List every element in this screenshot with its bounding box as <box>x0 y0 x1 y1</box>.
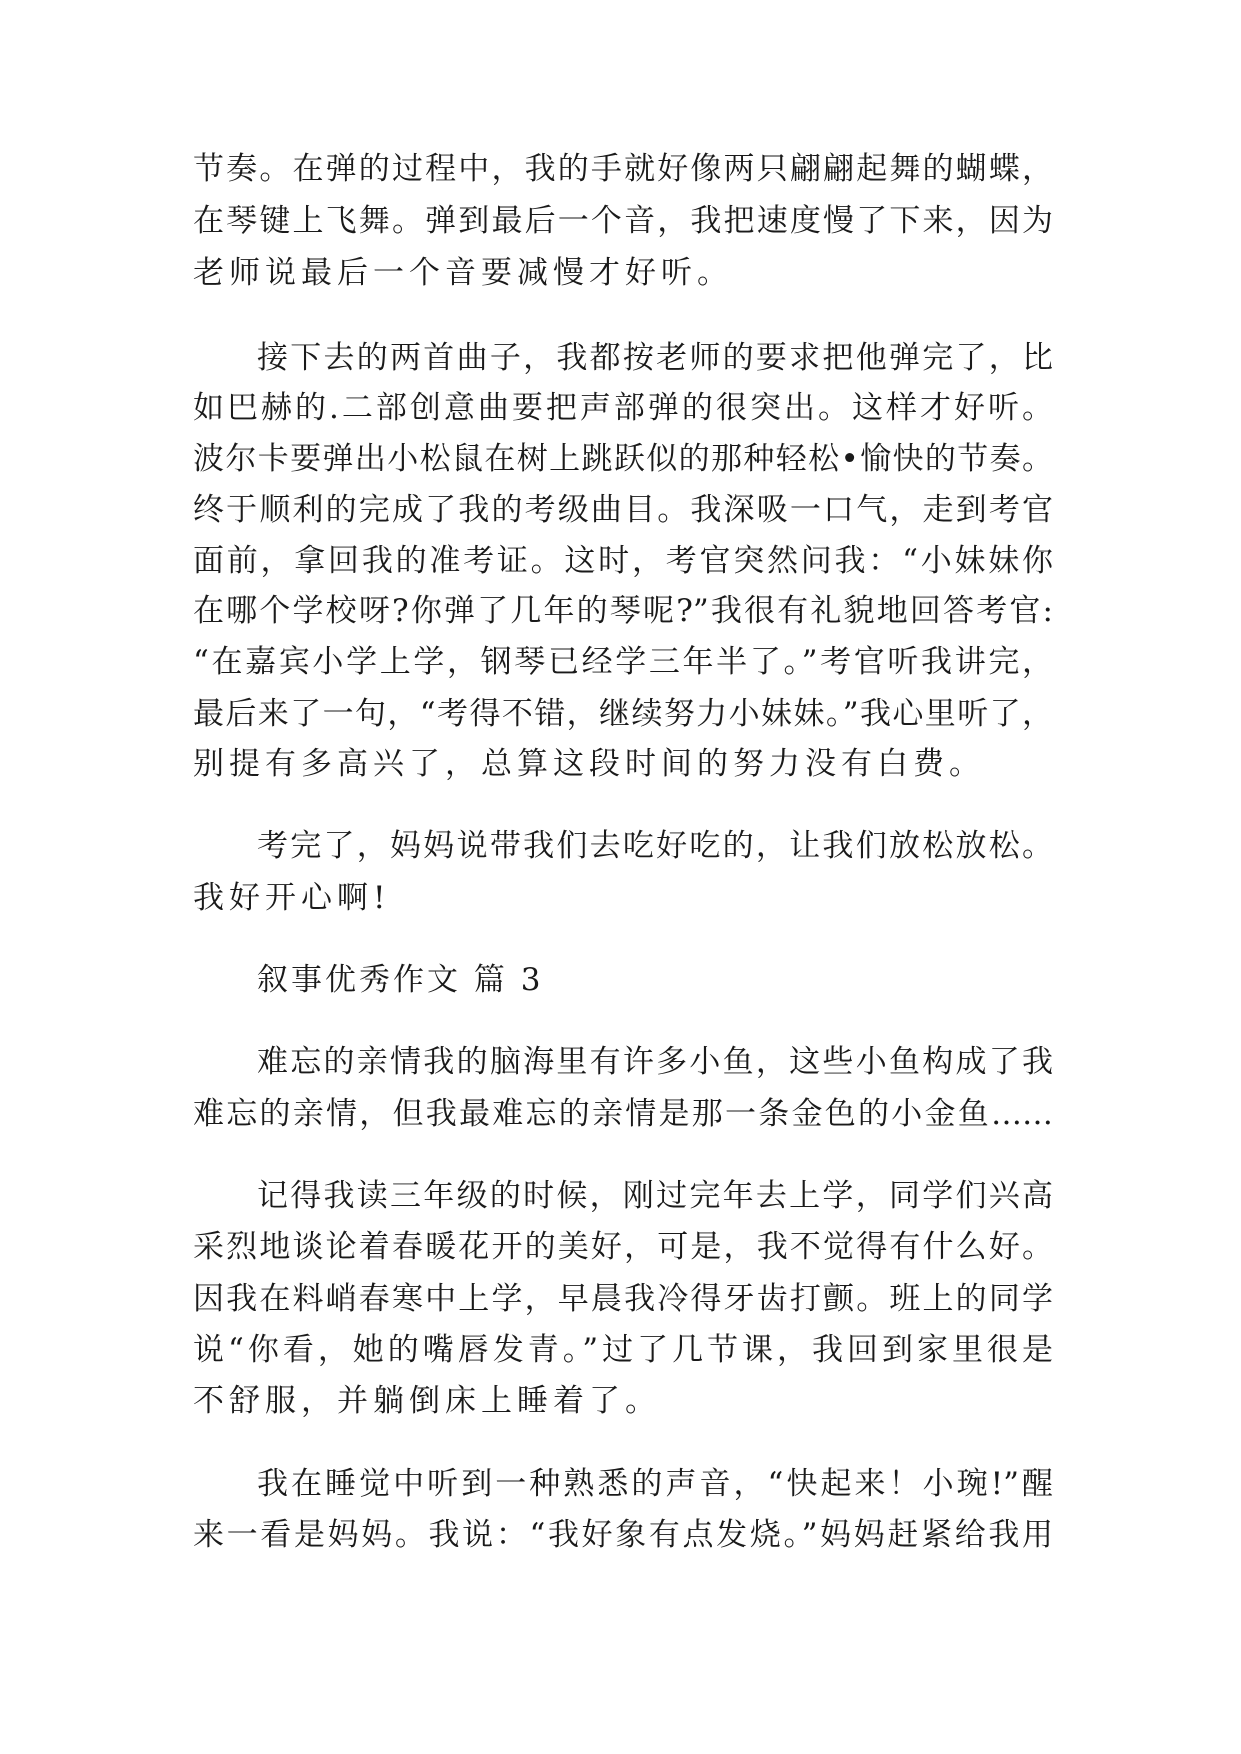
text-line: 难忘的亲情我的脑海里有许多小鱼，这些小鱼构成了我 <box>257 1044 1053 1080</box>
text-line: 采烈地谈论着春暖花开的美好，可是，我不觉得有什么好。 <box>193 1229 1053 1265</box>
text-line: 记得我读三年级的时候，刚过完年去上学，同学们兴高 <box>257 1178 1053 1214</box>
text-line: 老师说最后一个音要减慢才好听。 <box>193 255 733 291</box>
text-line: 说“你看，她的嘴唇发青。”过了几节课，我回到家里很是 <box>193 1332 1053 1368</box>
text-line: 如巴赫的.二部创意曲要把声部弹的很突出。这样才好听。 <box>193 390 1053 426</box>
text-line: 来一看是妈妈。我说：“我好象有点发烧。”妈妈赶紧给我用 <box>193 1517 1053 1553</box>
text-line: 波尔卡要弹出小松鼠在树上跳跃似的那种轻松•愉快的节奏。 <box>193 441 1053 477</box>
text-line: 难忘的亲情，但我最难忘的亲情是那一条金色的小金鱼…… <box>193 1096 1053 1132</box>
text-line: 考完了，妈妈说带我们去吃好吃的，让我们放松放松。 <box>257 828 1053 864</box>
text-line: 在琴键上飞舞。弹到最后一个音，我把速度慢了下来，因为 <box>193 203 1053 239</box>
text-line: 别提有多高兴了，总算这段时间的努力没有白费。 <box>193 746 985 782</box>
text-line: “在嘉宾小学上学，钢琴已经学三年半了。”考官听我讲完， <box>193 644 1053 680</box>
text-line: 因我在料峭春寒中上学，早晨我冷得牙齿打颤。班上的同学 <box>193 1281 1053 1317</box>
text-line: 我在睡觉中听到一种熟悉的声音，“快起来！小琬!”醒 <box>257 1466 1053 1502</box>
text-line: 不舒服，并躺倒床上睡着了。 <box>193 1383 661 1419</box>
text-line: 我好开心啊! <box>193 880 391 916</box>
text-line: 最后来了一句，“考得不错，继续努力小妹妹。”我心里听了， <box>193 696 1053 732</box>
section-heading: 叙事优秀作文 篇 3 <box>257 962 544 998</box>
text-line: 接下去的两首曲子，我都按老师的要求把他弹完了，比 <box>257 340 1053 376</box>
text-line: 面前，拿回我的准考证。这时，考官突然问我：“小妹妹你 <box>193 543 1053 579</box>
text-line: 节奏。在弹的过程中，我的手就好像两只翩翩起舞的蝴蝶， <box>193 151 1053 187</box>
text-line: 在哪个学校呀?你弹了几年的琴呢?”我很有礼貌地回答考官: <box>193 593 1053 629</box>
text-line: 终于顺利的完成了我的考级曲目。我深吸一口气，走到考官 <box>193 492 1053 528</box>
